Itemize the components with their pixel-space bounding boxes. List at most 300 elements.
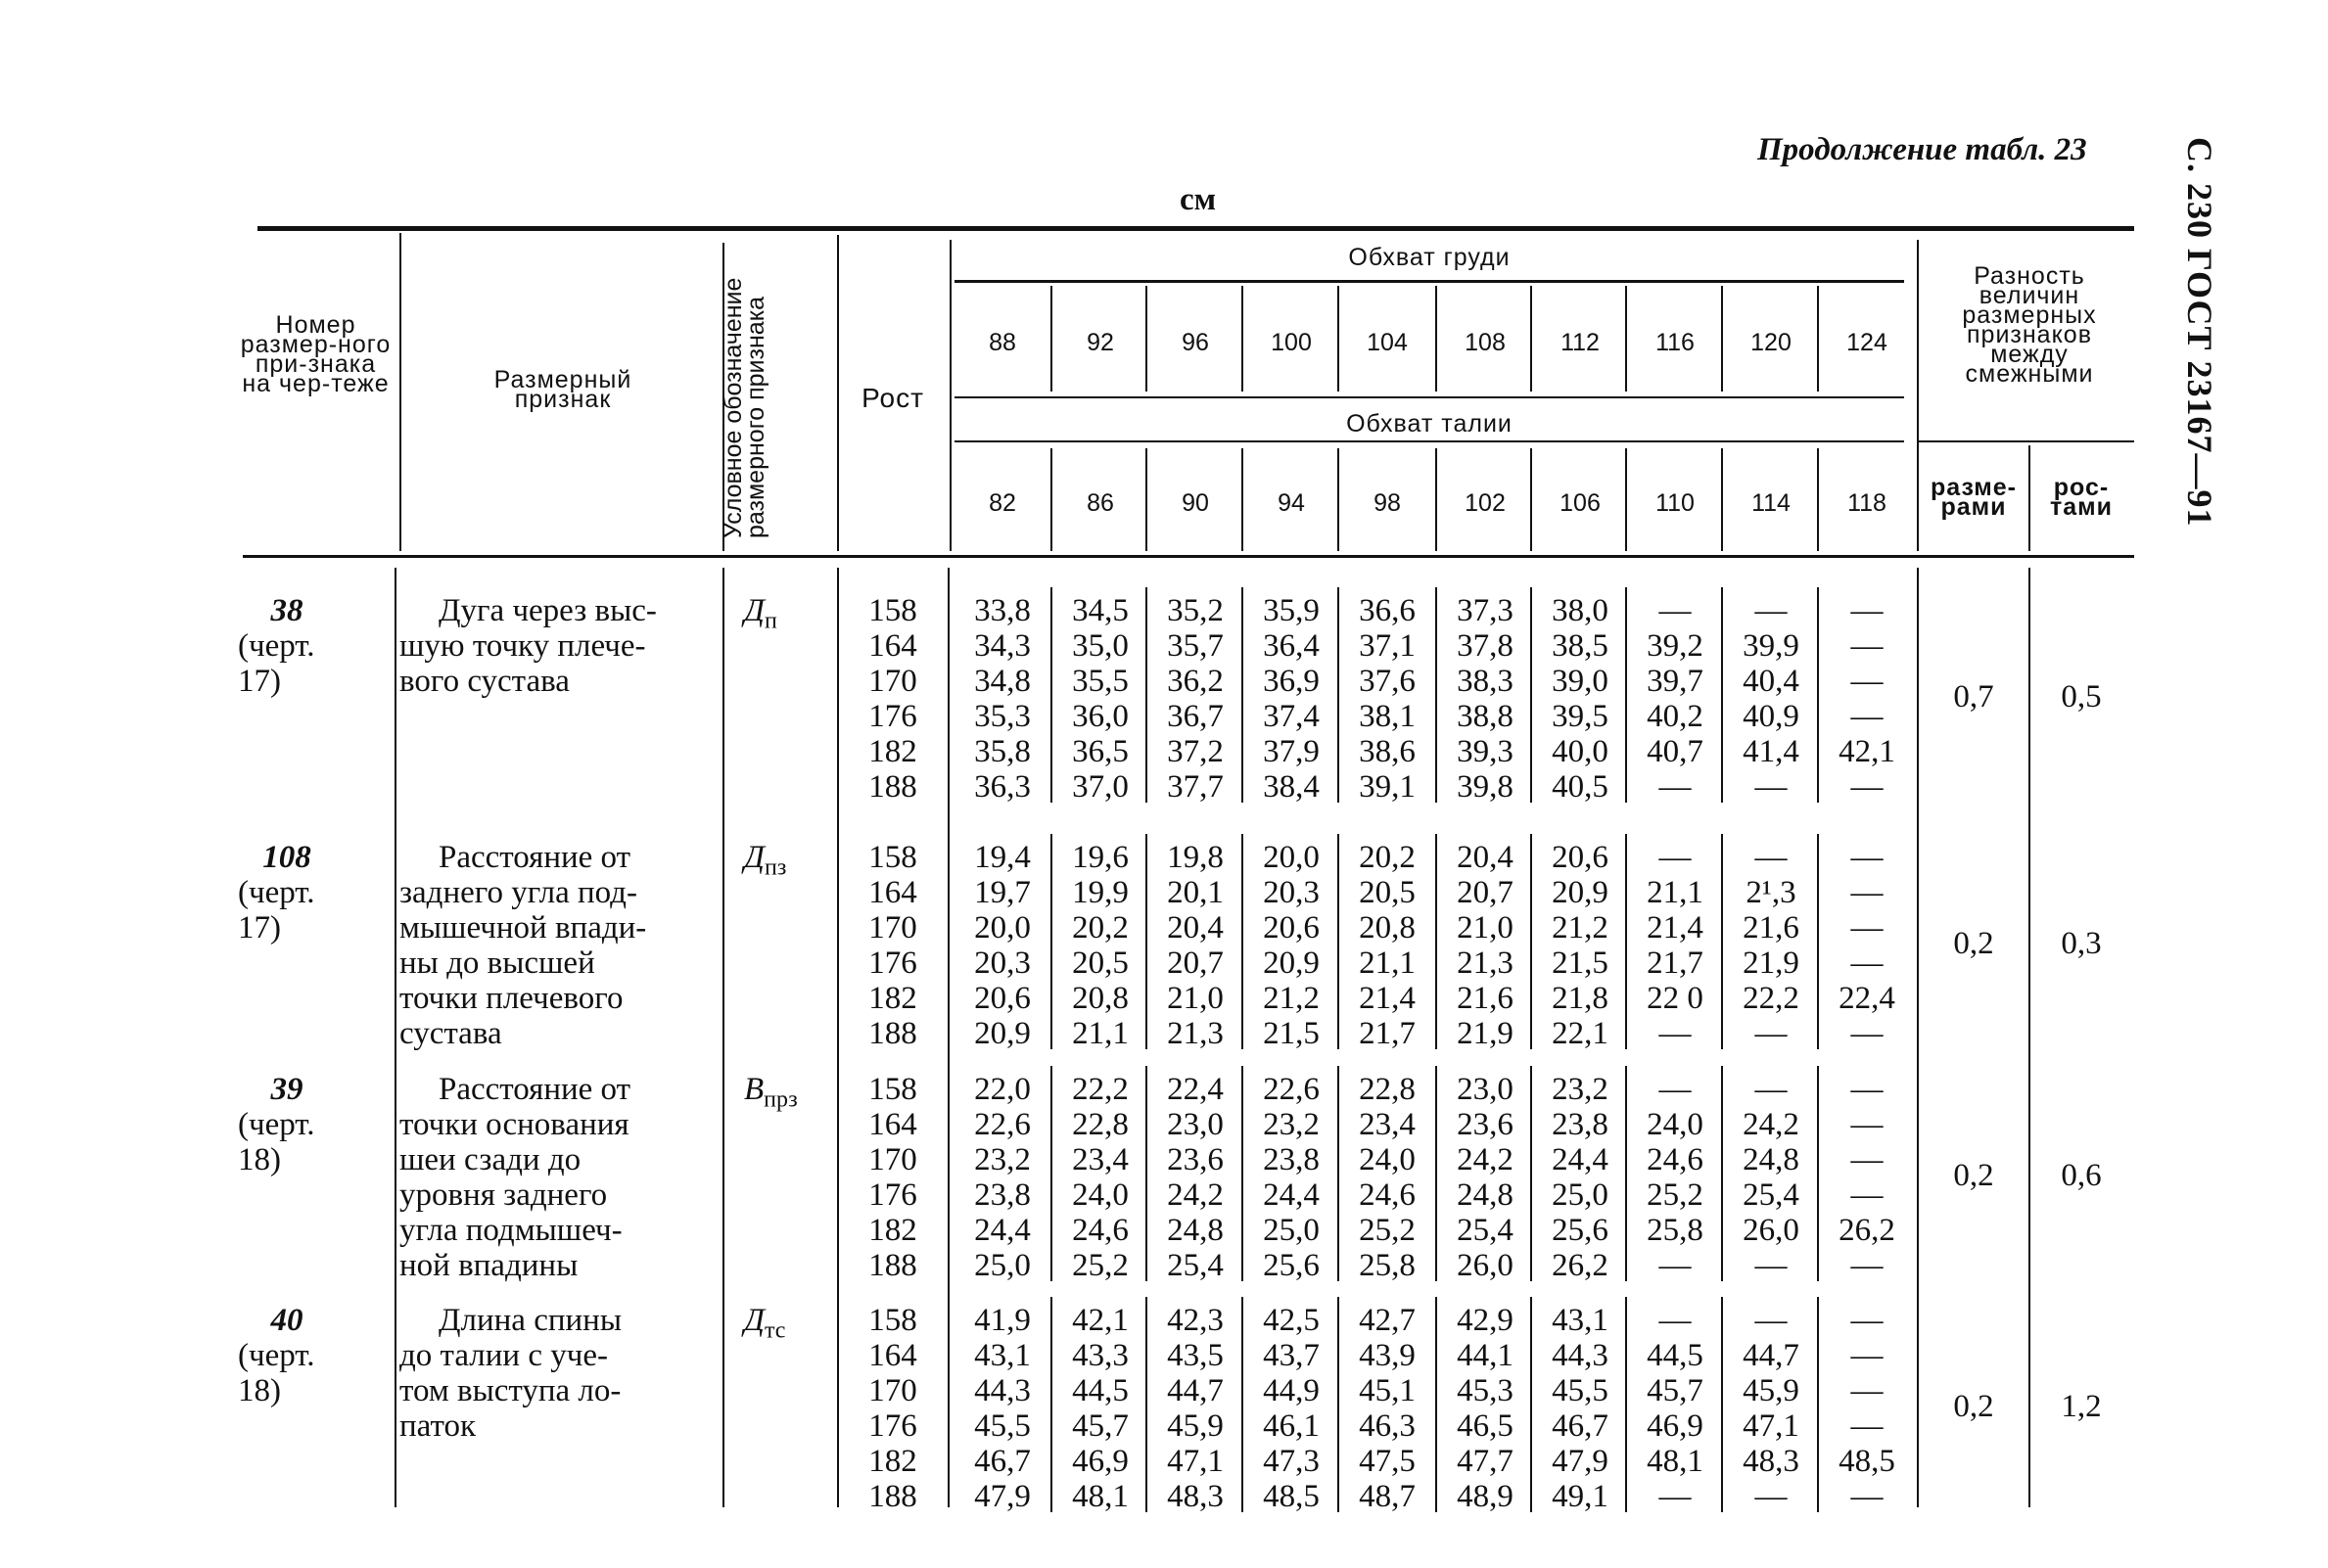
measurement-value: 21,1 [1647, 875, 1703, 910]
measurement-value: 34,5 [1072, 593, 1129, 628]
measurement-value: 43,5 [1167, 1338, 1224, 1373]
chest-girth-value: 124 [1846, 329, 1887, 356]
measurement-value: 34,8 [974, 664, 1031, 699]
feature-line: уровня заднего [399, 1177, 608, 1213]
measurement-value: 22,8 [1359, 1072, 1416, 1107]
measurement-value: 24,2 [1743, 1107, 1799, 1142]
measurement-value: 26,0 [1743, 1213, 1799, 1248]
value-col-divider [1241, 1066, 1243, 1281]
value-col-divider [1817, 1297, 1819, 1512]
feature-line: Расстояние от [439, 840, 631, 875]
chest-girth-value: 120 [1750, 329, 1792, 356]
measurement-value: 20,6 [974, 981, 1031, 1016]
measurement-value: 46,3 [1359, 1408, 1416, 1444]
measurement-value: — [1850, 769, 1884, 805]
measurement-value: 46,7 [1552, 1408, 1608, 1444]
measurement-value: 20,0 [1263, 840, 1320, 875]
header-diff: Разность величин размерных признаков между смежными [1962, 262, 2097, 388]
waist-col-divider [1721, 448, 1723, 551]
measurement-value: 21,1 [1359, 945, 1416, 981]
symbol-subscript: тс [765, 1317, 786, 1344]
measurement-value: 47,9 [974, 1479, 1031, 1514]
waist-rule [954, 440, 1904, 442]
measurement-value: — [1658, 840, 1692, 875]
measurement-value: 25,6 [1263, 1248, 1320, 1283]
measurement-value: 44,1 [1457, 1338, 1513, 1373]
height-value: 158 [868, 840, 917, 875]
feature-line: заднего угла под- [399, 875, 637, 910]
height-value: 188 [868, 1479, 917, 1514]
measurement-value: 40,7 [1647, 734, 1703, 769]
measurement-value: 43,1 [1552, 1303, 1608, 1338]
feature-line: ны до высшей [399, 945, 595, 981]
diff-between-sizes: 0,2 [1953, 926, 1994, 961]
measurement-value: 21,9 [1743, 945, 1799, 981]
waist-col-divider [1145, 448, 1147, 551]
waist-col-divider [1241, 448, 1243, 551]
measurement-value: 24,4 [1552, 1142, 1608, 1177]
measurement-value: 45,9 [1743, 1373, 1799, 1408]
diff-rule [1919, 440, 2134, 442]
feature-name [399, 593, 718, 699]
measurement-value: 20,9 [1552, 875, 1608, 910]
row-number-cell [238, 593, 395, 699]
measurement-value: 20,3 [1263, 875, 1320, 910]
height-value: 158 [868, 593, 917, 628]
measurement-value: — [1658, 1303, 1692, 1338]
measurement-value: 22,2 [1072, 1072, 1129, 1107]
measurement-value: 36,2 [1167, 664, 1224, 699]
measurement-value: 37,8 [1457, 628, 1513, 664]
measurement-value: 48,9 [1457, 1479, 1513, 1514]
waist-girth-value: 106 [1560, 489, 1601, 517]
measurement-value: — [1850, 910, 1884, 945]
measurement-value: 39,1 [1359, 769, 1416, 805]
measurement-value: 25,8 [1359, 1248, 1416, 1283]
chest-col-divider [1721, 286, 1723, 392]
height-value: 164 [868, 1338, 917, 1373]
value-col-divider [1241, 1297, 1243, 1512]
measurement-value: 48,5 [1839, 1444, 1895, 1479]
value-col-divider [1435, 834, 1437, 1049]
measurement-value: 20,5 [1072, 945, 1129, 981]
measurement-value: 38,6 [1359, 734, 1416, 769]
measurement-value: 35,2 [1167, 593, 1224, 628]
value-col-divider [1817, 587, 1819, 803]
row-number: 108 [262, 840, 311, 875]
waist-girth-value: 94 [1278, 489, 1305, 517]
measurement-value: 44,7 [1743, 1338, 1799, 1373]
measurement-value: 21,1 [1072, 1016, 1129, 1051]
measurement-value: 44,5 [1072, 1373, 1129, 1408]
measurement-value: 38,8 [1457, 699, 1513, 734]
measurement-value: 20,6 [1552, 840, 1608, 875]
measurement-value: 36,6 [1359, 593, 1416, 628]
measurement-value: 19,9 [1072, 875, 1129, 910]
measurement-value: 20,8 [1359, 910, 1416, 945]
feature-symbol [744, 1303, 785, 1345]
feature-line: Расстояние от [439, 1072, 631, 1107]
measurement-value: 22,4 [1167, 1072, 1224, 1107]
measurement-value: 36,3 [974, 769, 1031, 805]
measurement-value: 23,8 [1263, 1142, 1320, 1177]
height-value: 182 [868, 981, 917, 1016]
value-col-divider [1337, 834, 1339, 1049]
chest-girth-value: 92 [1087, 329, 1114, 356]
height-value: 182 [868, 1213, 917, 1248]
value-col-divider [1337, 1297, 1339, 1512]
body-divider [1917, 568, 1919, 1507]
diff-between-heights: 0,3 [2061, 926, 2102, 961]
measurement-value: 45,3 [1457, 1373, 1513, 1408]
measurement-value: 23,2 [1552, 1072, 1608, 1107]
measurement-value: 24,2 [1167, 1177, 1224, 1213]
measurement-value: — [1658, 593, 1692, 628]
measurement-value: — [1850, 1338, 1884, 1373]
measurement-value: 25,6 [1552, 1213, 1608, 1248]
measurement-value: — [1850, 1408, 1884, 1444]
measurement-value: 19,6 [1072, 840, 1129, 875]
symbol-letter: Д [744, 840, 765, 875]
measurement-value: 47,3 [1263, 1444, 1320, 1479]
value-col-divider [1721, 834, 1723, 1049]
measurement-value: 22,8 [1072, 1107, 1129, 1142]
measurement-value: 21,3 [1167, 1016, 1224, 1051]
measurement-value: — [1850, 593, 1884, 628]
measurement-value: 46,9 [1647, 1408, 1703, 1444]
value-col-divider [1241, 834, 1243, 1049]
measurement-value: 37,9 [1263, 734, 1320, 769]
row-drawing-ref: (черт. 18) [238, 1107, 315, 1177]
measurement-value: — [1850, 1142, 1884, 1177]
value-col-divider [1625, 1066, 1627, 1281]
height-value: 188 [868, 1248, 917, 1283]
waist-girth-value: 110 [1655, 489, 1695, 517]
measurement-value: — [1658, 1248, 1692, 1283]
row-number-cell [238, 1303, 395, 1408]
value-col-divider [1530, 1066, 1532, 1281]
measurement-value: 21,8 [1552, 981, 1608, 1016]
measurement-value: 36,0 [1072, 699, 1129, 734]
measurement-value: 37,3 [1457, 593, 1513, 628]
measurement-value: 23,6 [1167, 1142, 1224, 1177]
value-col-divider [1050, 587, 1052, 803]
measurement-value: 23,4 [1072, 1142, 1129, 1177]
measurement-value: 48,1 [1647, 1444, 1703, 1479]
measurement-value: 35,5 [1072, 664, 1129, 699]
measurement-value: 49,1 [1552, 1479, 1608, 1514]
table-continuation-caption: Продолжение табл. 23 [1757, 132, 2087, 167]
measurement-value: — [1850, 1373, 1884, 1408]
feature-name [399, 840, 718, 1051]
body-divider [837, 568, 839, 1507]
measurement-value: — [1658, 769, 1692, 805]
measurement-value: 21,2 [1552, 910, 1608, 945]
measurement-value: 41,4 [1743, 734, 1799, 769]
waist-girth-value: 118 [1847, 489, 1886, 517]
chest-girth-value: 88 [989, 329, 1016, 356]
measurement-value: 20,2 [1359, 840, 1416, 875]
measurement-value: 24,2 [1457, 1142, 1513, 1177]
waist-col-divider [1625, 448, 1627, 551]
measurement-value: 26,2 [1839, 1213, 1895, 1248]
height-value: 188 [868, 1016, 917, 1051]
measurement-value: 21,4 [1359, 981, 1416, 1016]
height-value: 164 [868, 875, 917, 910]
measurement-value: 22,4 [1839, 981, 1895, 1016]
value-col-divider [1530, 1297, 1532, 1512]
feature-symbol [744, 840, 786, 882]
value-col-divider [1721, 587, 1723, 803]
diff-between-heights: 0,5 [2061, 679, 2102, 715]
measurement-value: 39,7 [1647, 664, 1703, 699]
chest-girth-value: 104 [1367, 329, 1408, 356]
measurement-value: 20,7 [1457, 875, 1513, 910]
symbol-letter: Д [744, 1303, 765, 1338]
feature-line: сустава [399, 1016, 502, 1051]
value-col-divider [1145, 834, 1147, 1049]
measurement-value: 46,5 [1457, 1408, 1513, 1444]
measurement-value: 35,0 [1072, 628, 1129, 664]
measurement-value: 48,3 [1743, 1444, 1799, 1479]
header-diff-sizes: разме-рами [1930, 474, 2017, 521]
value-col-divider [1817, 1066, 1819, 1281]
height-value: 158 [868, 1072, 917, 1107]
chest-girth-value: 116 [1655, 329, 1695, 356]
value-col-divider [1530, 834, 1532, 1049]
measurement-value: 46,1 [1263, 1408, 1320, 1444]
measurement-value: 45,1 [1359, 1373, 1416, 1408]
measurement-value: 37,0 [1072, 769, 1129, 805]
measurement-value: 39,9 [1743, 628, 1799, 664]
symbol-subscript: пз [765, 854, 787, 881]
measurement-value: 24,0 [1647, 1107, 1703, 1142]
measurement-value: 38,1 [1359, 699, 1416, 734]
height-value: 182 [868, 1444, 917, 1479]
header-divider [2028, 445, 2030, 551]
measurement-value: 48,5 [1263, 1479, 1320, 1514]
measurement-value: 44,9 [1263, 1373, 1320, 1408]
diff-between-heights: 1,2 [2061, 1389, 2102, 1424]
measurement-value: 40,5 [1552, 769, 1608, 805]
measurement-value: — [1754, 840, 1788, 875]
body-divider [948, 568, 950, 1507]
measurement-value: 39,8 [1457, 769, 1513, 805]
value-col-divider [1050, 1297, 1052, 1512]
measurement-value: 45,7 [1072, 1408, 1129, 1444]
measurement-value: 33,8 [974, 593, 1031, 628]
measurement-value: 40,0 [1552, 734, 1608, 769]
feature-line: том выступа ло- [399, 1373, 622, 1408]
measurement-value: 37,6 [1359, 664, 1416, 699]
measurement-value: 48,1 [1072, 1479, 1129, 1514]
measurement-value: 38,5 [1552, 628, 1608, 664]
measurement-value: 36,9 [1263, 664, 1320, 699]
chest-col-divider [1817, 286, 1819, 392]
measurement-value: 38,4 [1263, 769, 1320, 805]
measurement-value: 20,5 [1359, 875, 1416, 910]
chest-col-divider [1241, 286, 1243, 392]
chest-col-divider [1337, 286, 1339, 392]
measurement-value: 35,8 [974, 734, 1031, 769]
header-divider [837, 235, 839, 551]
value-col-divider [1721, 1066, 1723, 1281]
measurement-value: 19,8 [1167, 840, 1224, 875]
header-divider [399, 233, 401, 551]
measurement-value: — [1850, 1016, 1884, 1051]
measurement-value: 42,5 [1263, 1303, 1320, 1338]
feature-name [399, 1303, 718, 1444]
measurement-value: 25,8 [1647, 1213, 1703, 1248]
measurement-value: 43,3 [1072, 1338, 1129, 1373]
measurement-value: 24,4 [1263, 1177, 1320, 1213]
measurement-value: 43,7 [1263, 1338, 1320, 1373]
measurement-value: 20,6 [1263, 910, 1320, 945]
measurement-value: 19,4 [974, 840, 1031, 875]
measurement-value: 39,0 [1552, 664, 1608, 699]
measurement-value: 21,6 [1457, 981, 1513, 1016]
measurement-value: 40,2 [1647, 699, 1703, 734]
measurement-value: 21,2 [1263, 981, 1320, 1016]
measurement-value: 25,4 [1457, 1213, 1513, 1248]
measurement-value: 42,3 [1167, 1303, 1224, 1338]
measurement-value: 21,7 [1359, 1016, 1416, 1051]
waist-col-divider [1337, 448, 1339, 551]
chest-col-divider [1625, 286, 1627, 392]
header-divider [1917, 240, 1919, 551]
row-number: 40 [270, 1303, 303, 1338]
row-drawing-ref: (черт. 18) [238, 1338, 315, 1408]
measurement-value: 25,0 [974, 1248, 1031, 1283]
diff-between-sizes: 0,2 [1953, 1158, 1994, 1193]
measurement-value: 22,1 [1552, 1016, 1608, 1051]
measurement-value: — [1850, 875, 1884, 910]
measurement-value: 20,4 [1457, 840, 1513, 875]
chest-girth-value: 108 [1465, 329, 1506, 356]
height-value: 188 [868, 769, 917, 805]
feature-line: шеи сзади до [399, 1142, 582, 1177]
feature-symbol [744, 593, 777, 635]
height-value: 164 [868, 1107, 917, 1142]
height-value: 176 [868, 699, 917, 734]
symbol-subscript: прз [764, 1086, 798, 1113]
measurement-value: 22 0 [1647, 981, 1703, 1016]
measurement-value: 44,3 [974, 1373, 1031, 1408]
measurement-value: 21,0 [1457, 910, 1513, 945]
waist-girth-value: 98 [1374, 489, 1401, 517]
height-value: 170 [868, 664, 917, 699]
row-number-cell [238, 1072, 395, 1177]
feature-line: паток [399, 1408, 476, 1444]
measurement-value: 35,3 [974, 699, 1031, 734]
measurement-value: 24,6 [1072, 1213, 1129, 1248]
measurement-value: 21,6 [1743, 910, 1799, 945]
measurement-value: 35,9 [1263, 593, 1320, 628]
chest-col-divider [1530, 286, 1532, 392]
measurement-value: 40,4 [1743, 664, 1799, 699]
value-col-divider [1435, 1066, 1437, 1281]
measurement-value: — [1850, 628, 1884, 664]
measurement-value: 22,6 [1263, 1072, 1320, 1107]
measurement-value: — [1658, 1016, 1692, 1051]
measurement-value: 24,4 [974, 1213, 1031, 1248]
measurement-value: 37,4 [1263, 699, 1320, 734]
measurement-value: 47,7 [1457, 1444, 1513, 1479]
measurement-value: 44,7 [1167, 1373, 1224, 1408]
feature-symbol [744, 1072, 798, 1114]
measurement-value: 35,7 [1167, 628, 1224, 664]
measurement-value: 21,7 [1647, 945, 1703, 981]
chest-rule [954, 280, 1904, 283]
measurement-value: — [1850, 1177, 1884, 1213]
height-value: 176 [868, 1408, 917, 1444]
measurement-value: 25,4 [1743, 1177, 1799, 1213]
height-value: 176 [868, 1177, 917, 1213]
measurement-value: 47,5 [1359, 1444, 1416, 1479]
header-bottom-rule [243, 555, 2134, 558]
waist-girth-value: 86 [1087, 489, 1114, 517]
feature-line: точки основания [399, 1107, 629, 1142]
measurement-value: — [1850, 1072, 1884, 1107]
chest-col-divider [1145, 286, 1147, 392]
value-col-divider [1721, 1297, 1723, 1512]
measurement-value: 45,5 [974, 1408, 1031, 1444]
height-value: 164 [868, 628, 917, 664]
measurement-value: 20,7 [1167, 945, 1224, 981]
measurement-value: — [1850, 1107, 1884, 1142]
value-col-divider [1337, 587, 1339, 803]
measurement-value: 21,5 [1263, 1016, 1320, 1051]
waist-col-divider [1050, 448, 1052, 551]
measurement-value: 47,1 [1743, 1408, 1799, 1444]
measurement-value: 20,2 [1072, 910, 1129, 945]
measurement-value: 36,4 [1263, 628, 1320, 664]
measurement-value: 37,2 [1167, 734, 1224, 769]
value-col-divider [1435, 587, 1437, 803]
measurement-value: 34,3 [974, 628, 1031, 664]
measurement-value: — [1850, 1303, 1884, 1338]
value-col-divider [1625, 1297, 1627, 1512]
feature-name [399, 1072, 718, 1283]
measurement-value: 23,2 [1263, 1107, 1320, 1142]
measurement-value: 23,4 [1359, 1107, 1416, 1142]
header-divider [950, 240, 952, 551]
measurement-value: 23,8 [974, 1177, 1031, 1213]
measurement-value: — [1754, 1303, 1788, 1338]
measurement-value: 20,0 [974, 910, 1031, 945]
feature-line: точки плечевого [399, 981, 624, 1016]
measurement-value: 45,5 [1552, 1373, 1608, 1408]
waist-girth-value: 90 [1182, 489, 1209, 517]
feature-line: ной впадины [399, 1248, 579, 1283]
measurement-value: 42,7 [1359, 1303, 1416, 1338]
height-value: 176 [868, 945, 917, 981]
measurement-value: 19,7 [974, 875, 1031, 910]
measurement-value: 25,2 [1647, 1177, 1703, 1213]
measurement-value: 42,9 [1457, 1303, 1513, 1338]
measurement-value: 24,6 [1647, 1142, 1703, 1177]
measurement-value: 42,1 [1839, 734, 1895, 769]
value-col-divider [1050, 1066, 1052, 1281]
measurement-value: 42,1 [1072, 1303, 1129, 1338]
measurement-value: 21,0 [1167, 981, 1224, 1016]
measurement-value: — [1754, 1072, 1788, 1107]
row-drawing-ref: (черт. 17) [238, 628, 315, 699]
symbol-subscript: п [765, 608, 777, 634]
measurement-value: 38,3 [1457, 664, 1513, 699]
measurement-value: — [1850, 1248, 1884, 1283]
height-value: 158 [868, 1303, 917, 1338]
